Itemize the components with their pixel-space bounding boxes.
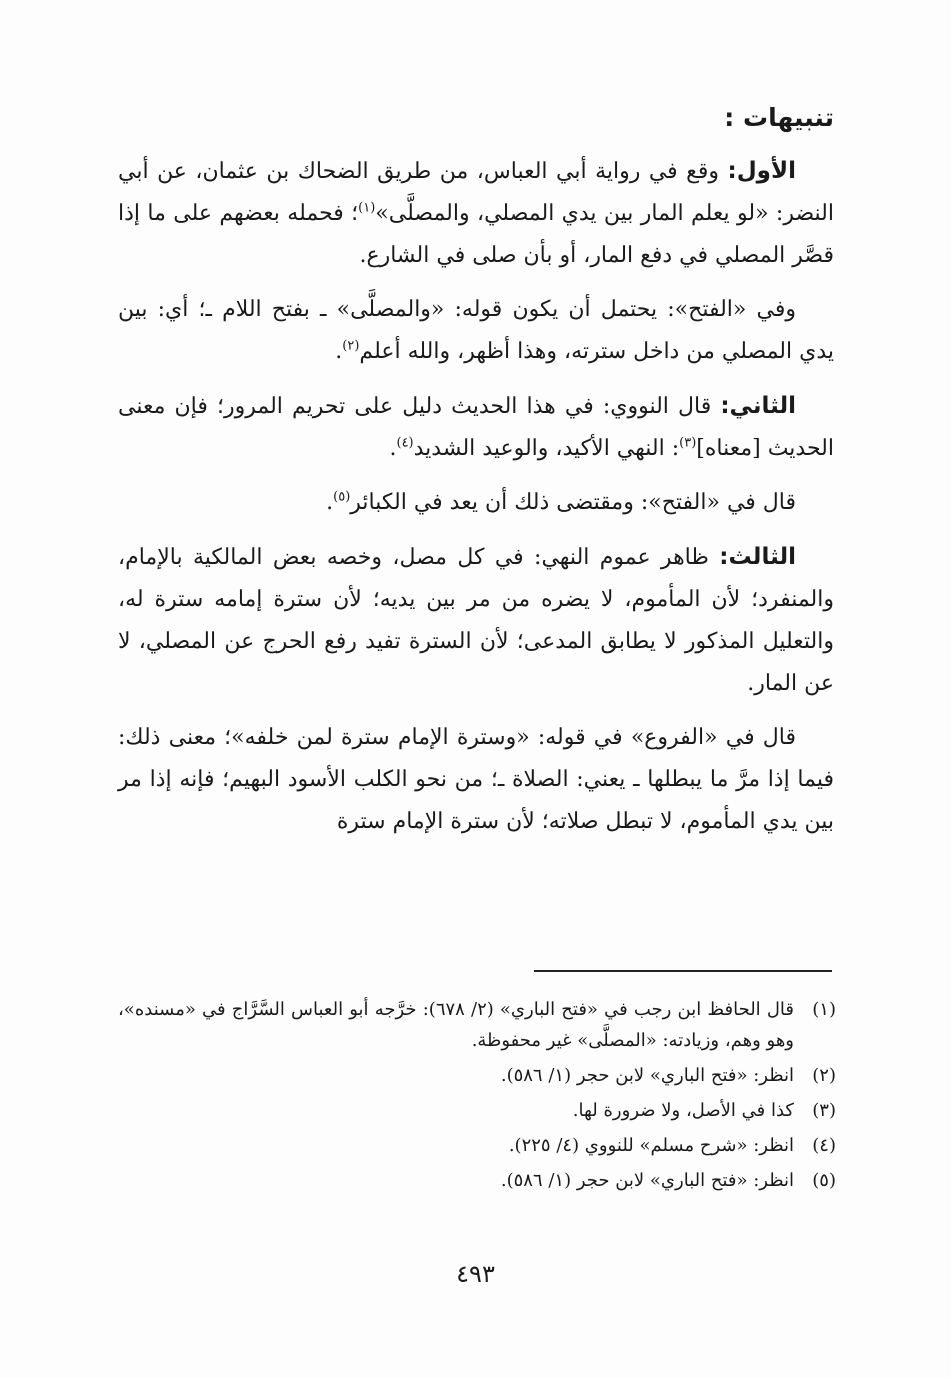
footnote-number: (٣) [812, 1100, 836, 1121]
footnote-text: انظر: «فتح الباري» لابن حجر (١/ ٥٨٦). [500, 1065, 794, 1086]
footnote-ref[interactable]: (٢) [342, 338, 360, 354]
page-number: ٤٩٣ [456, 1260, 495, 1288]
paragraph-tail: ؛ فحمله بعضهم على ما إذا قصَّر المصلي في دفع المار، أو بأن صلى في الشارع. [118, 201, 834, 268]
paragraph-text: ظاهر عموم النهي: في كل مصل، وخصه بعض المالكية بالإمام، والمنفرد؛ لأن المأموم، لا يضره من مر بين يديه؛ لأن سترة إمامه سترة له، والتعليل المذكور لا يطابق المدعى؛ لأن السترة تفيد رفع الحرج عن المصلي، لا عن المار. [118, 545, 834, 696]
footnote-text: قال الحافظ ابن رجب في «فتح الباري» (٢/ ٦٧٨): خرَّجه أبو العباس السَّرَّاج في «مسنده»، وهو وهم، وزيادته: «المصلَّى» غير محفوظة. [118, 999, 795, 1051]
footnote-item [118, 1095, 836, 1126]
footnote-divider [534, 970, 832, 972]
footnote-text: انظر: «فتح الباري» لابن حجر (١/ ٥٨٦). [500, 1170, 794, 1191]
paragraph-text: قال في «الفتح»: ومقتضى ذلك أن يعد في الكبائر [350, 490, 796, 515]
paragraph-kabair [118, 482, 834, 524]
footnotes-list [118, 994, 836, 1200]
paragraph-third-note [118, 536, 834, 705]
paragraph-lead: الثاني: [720, 393, 797, 419]
paragraph-text: قال النووي: في هذا الحديث دليل على تحريم المرور؛ فإن معنى الحديث [معناه] [118, 394, 834, 461]
footnote-ref[interactable]: (١) [358, 200, 376, 216]
footnote-item [118, 1130, 836, 1161]
paragraph-text: وفي «الفتح»: يحتمل أن يكون قوله: «والمصلَّى» ـ بفتح اللام ـ؛ أي: بين يدي المصلي من داخل سترته، وهذا أظهر، والله أعلم [118, 297, 834, 364]
paragraph-tail: . [326, 490, 334, 515]
footnote-number: (٤) [812, 1135, 836, 1156]
footnote-text: انظر: «شرح مسلم» للنووي (٤/ ٢٢٥). [508, 1135, 794, 1156]
paragraph-lead: الثالث: [719, 544, 796, 570]
footnote-item [118, 994, 836, 1056]
footnote-text: كذا في الأصل، ولا ضرورة لها. [572, 1100, 794, 1121]
paragraph-lead: الأول: [727, 158, 796, 184]
footnote-number: (١) [812, 999, 836, 1020]
paragraph-first-note [118, 150, 834, 277]
footnote-ref[interactable]: (٣) [679, 435, 697, 451]
paragraph-second-note [118, 385, 834, 470]
footnote-item [118, 1165, 836, 1196]
paragraph-text: وقع في رواية أبي العباس، من طريق الضحاك بن عثمان، عن أبي النضر: «لو يعلم المار بين يدي المصلي، والمصلَّى» [118, 159, 834, 226]
footnote-ref[interactable]: (٤) [396, 435, 414, 451]
paragraph-tail: . [335, 339, 343, 364]
paragraph-fath-quote [118, 289, 834, 373]
paragraph-mid: : النهي الأكيد، والوعيد الشديد [413, 436, 680, 461]
footnote-item [118, 1060, 836, 1091]
footnote-number: (٥) [812, 1170, 836, 1191]
main-text [118, 98, 834, 855]
footnote-ref[interactable]: (٥) [333, 489, 351, 505]
paragraph-furu [118, 717, 834, 843]
paragraph-text: قال في «الفروع» في قوله: «وسترة الإمام سترة لمن خلفه»؛ معنى ذلك: فيما إذا مرَّ ما يبطلها ـ يعني: الصلاة ـ؛ من نحو الكلب الأسود البهيم؛ فإنه إذا مر بين يدي المأموم، لا تبطل صلاته؛ لأن سترة الإمام سترة [118, 725, 834, 834]
section-heading: تنبيهات : [724, 103, 834, 132]
footnote-number: (٢) [812, 1065, 836, 1086]
paragraph-tail: . [389, 436, 397, 461]
